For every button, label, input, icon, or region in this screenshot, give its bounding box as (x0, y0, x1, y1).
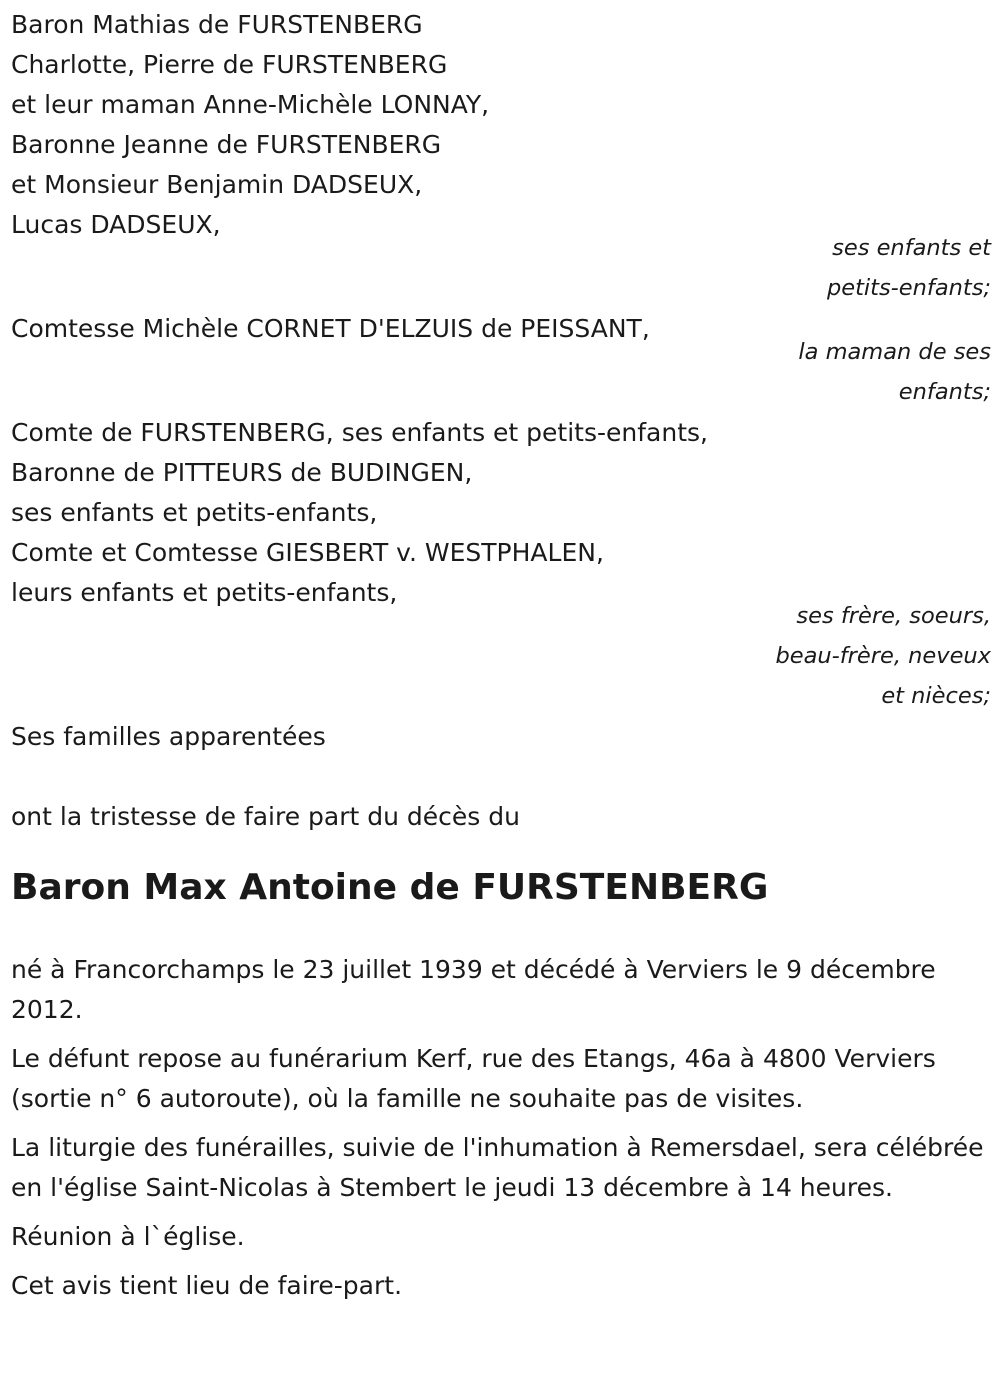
related-families: Ses familles apparentées (11, 722, 326, 751)
family-group-children (11, 5, 991, 308)
relation-line: ses enfants et (832, 235, 991, 261)
deceased-name: Baron Max Antoine de FURSTENBERG (11, 867, 769, 908)
relation-line: enfants; (898, 379, 991, 405)
relation-line: beau-frère, neveux (775, 643, 991, 669)
family-line: et leur maman Anne-Michèle LONNAY, (11, 90, 490, 119)
family-line: ses enfants et petits-enfants, (11, 498, 378, 527)
family-line: Baronne de PITTEURS de BUDINGEN, (11, 458, 473, 487)
relation-line: ses frère, soeurs, (796, 603, 991, 629)
obituary-notice (11, 5, 991, 1306)
family-line: leurs enfants et petits-enfants, (11, 578, 398, 607)
funerarium-details: Le défunt repose au funérarium Kerf, rue des Etangs, 46a à 4800 Verviers (sortie n° 6 autoroute), où la famille ne souhaite pas de visites. (11, 1044, 936, 1113)
announcement: ont la tristesse de faire part du décès du (11, 802, 520, 831)
family-line: Comtesse Michèle CORNET D'ELZUIS de PEISSANT, (11, 314, 650, 343)
relation-line: et nièces; (881, 683, 991, 709)
birth-death-details: né à Francorchamps le 23 juillet 1939 et décédé à Verviers le 9 décembre 2012. (11, 955, 936, 1024)
family-group-mother (11, 309, 991, 412)
family-line: Comte de FURSTENBERG, ses enfants et petits-enfants, (11, 418, 708, 447)
family-group-siblings (11, 413, 991, 716)
closing-note: Cet avis tient lieu de faire-part. (11, 1271, 403, 1300)
family-line: Baron Mathias de FURSTENBERG (11, 10, 423, 39)
family-line: et Monsieur Benjamin DADSEUX, (11, 170, 423, 199)
gathering-note: Réunion à l`église. (11, 1222, 245, 1251)
relation-line: la maman de ses (798, 339, 991, 365)
family-line: Comte et Comtesse GIESBERT v. WESTPHALEN, (11, 538, 604, 567)
family-line: Lucas DADSEUX, (11, 210, 221, 239)
liturgy-details: La liturgie des funérailles, suivie de l'inhumation à Remersdael, sera célébrée en l'église Saint-Nicolas à Stembert le jeudi 13 décembre à 14 heures. (11, 1133, 984, 1202)
family-line: Charlotte, Pierre de FURSTENBERG (11, 50, 448, 79)
family-line: Baronne Jeanne de FURSTENBERG (11, 130, 442, 159)
relation-line: petits-enfants; (826, 275, 991, 301)
relation-label (11, 596, 991, 716)
